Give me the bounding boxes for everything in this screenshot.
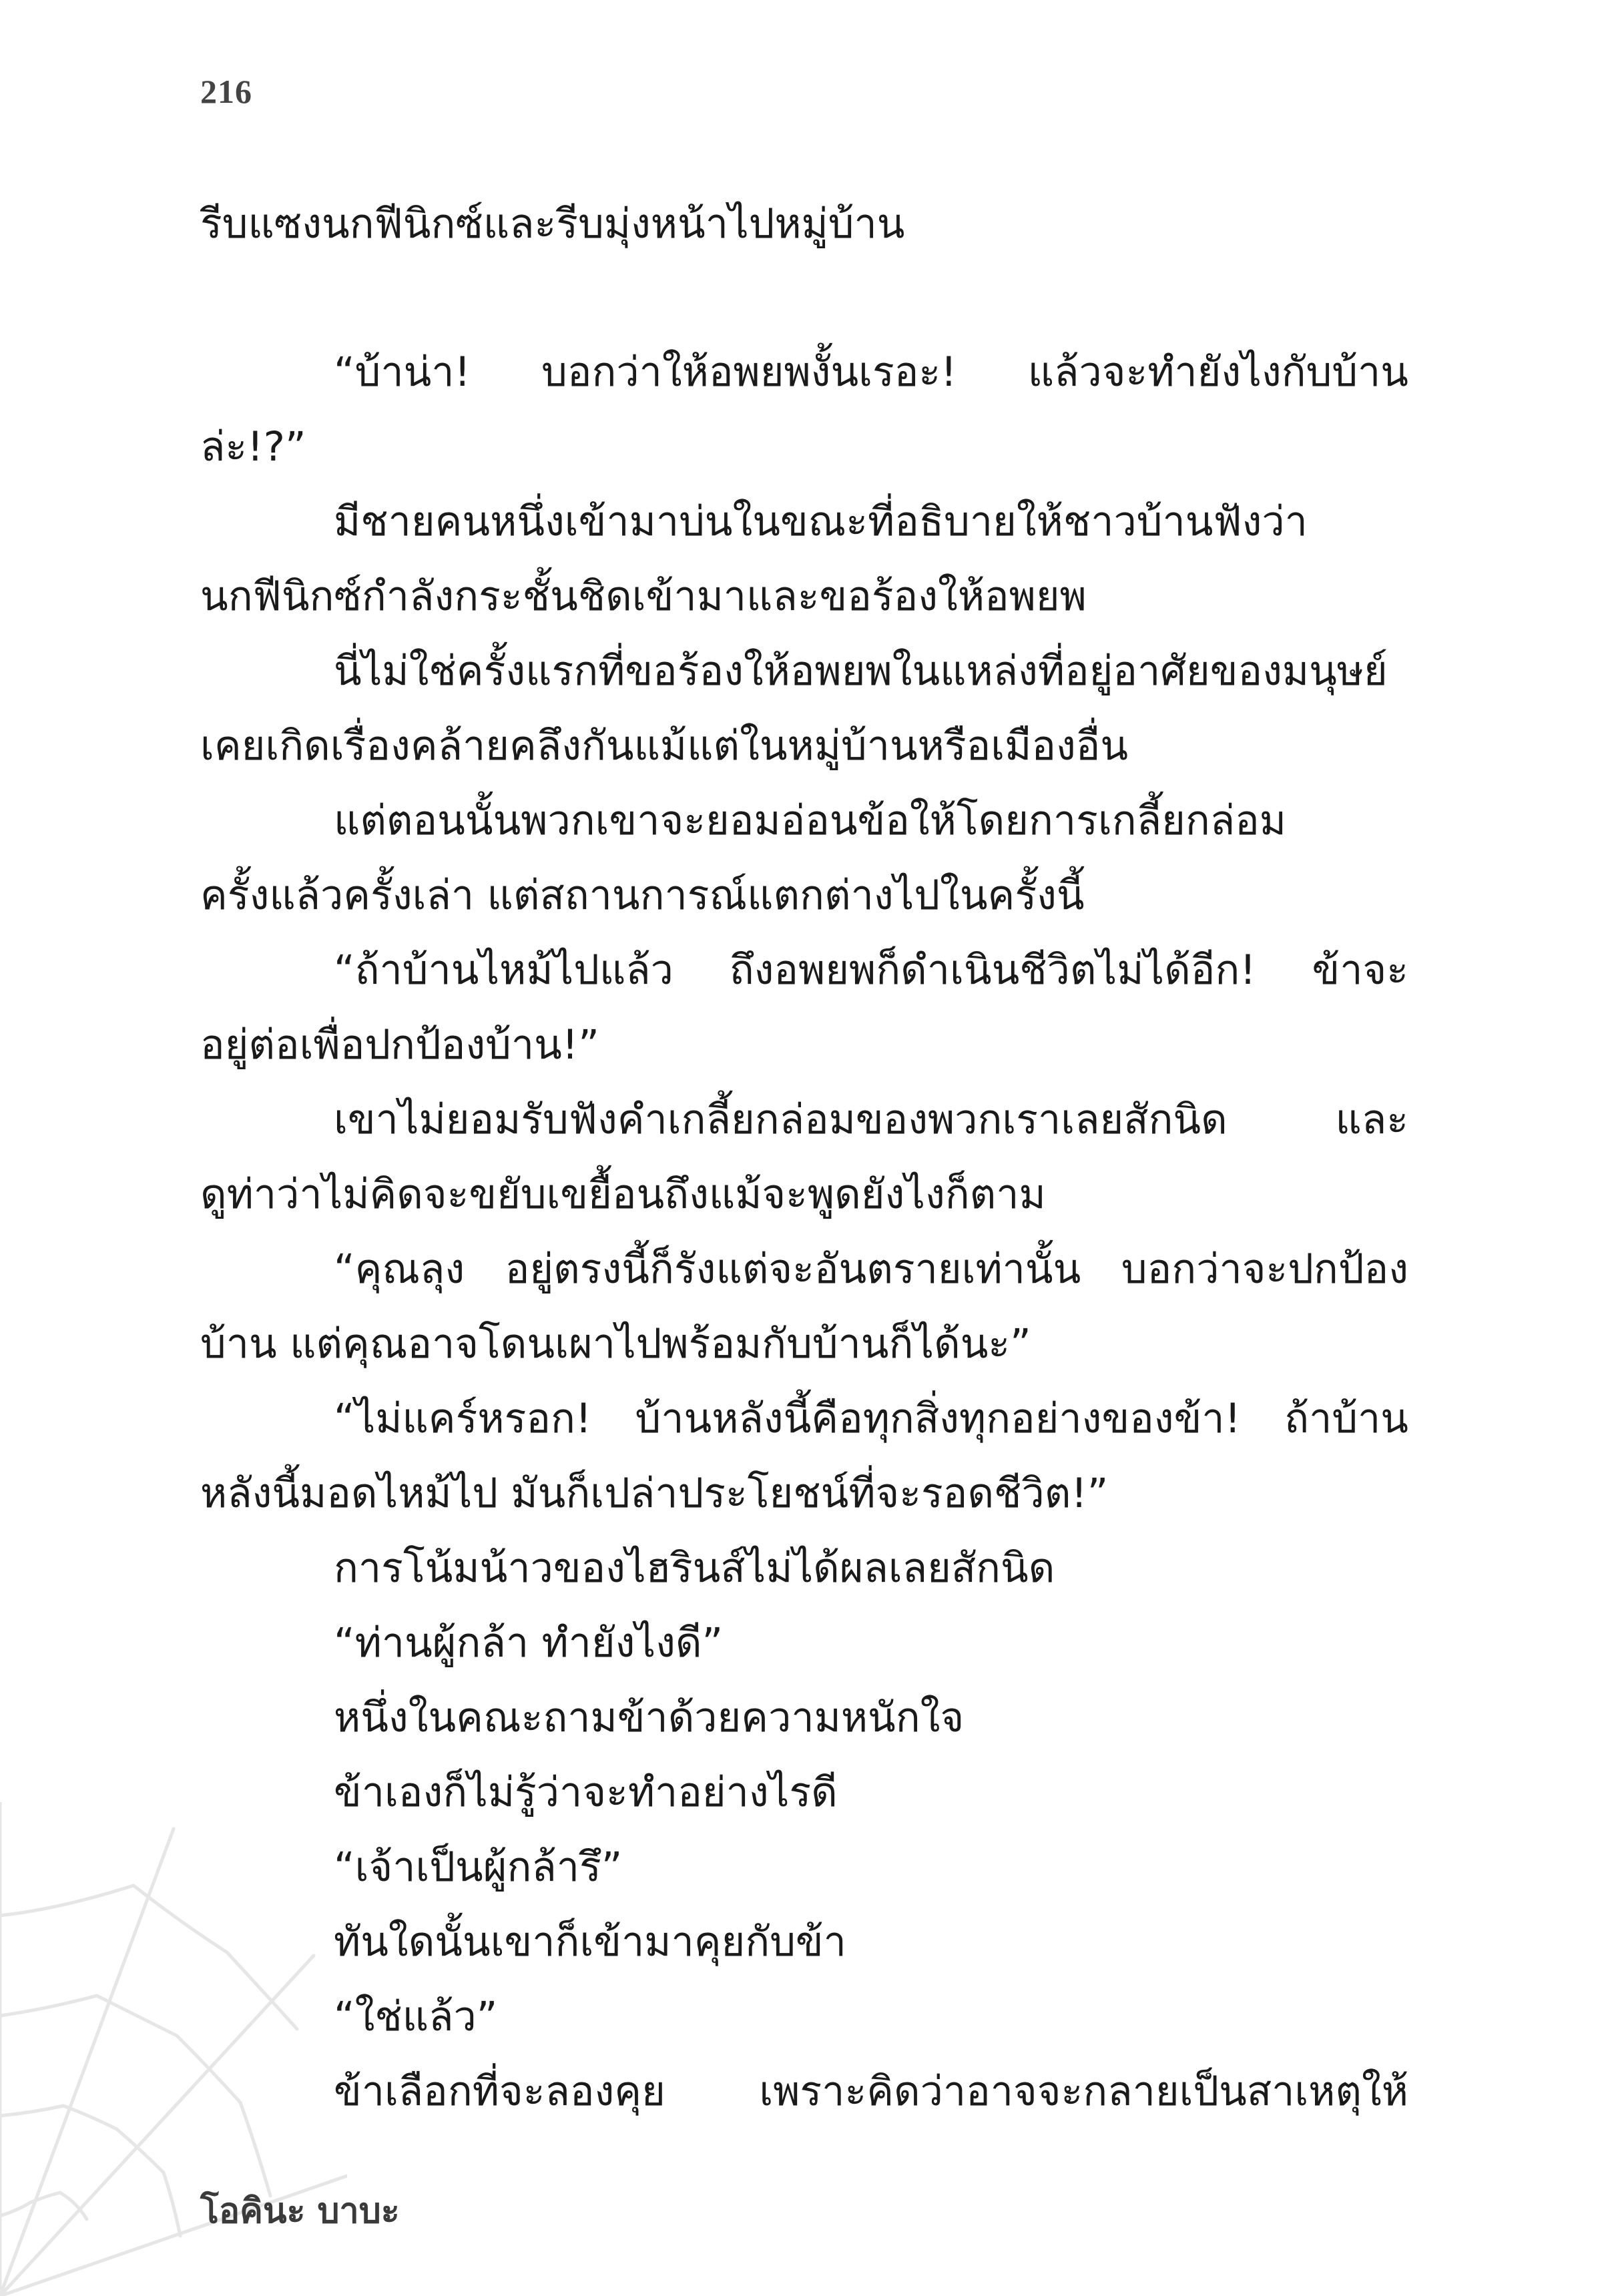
text-line: “ท่านผู้กล้า ทำยังไงดี” — [334, 1619, 724, 1667]
text-line: “ไม่แคร์หรอก! บ้านหลังนี้คือทุกสิ่งทุกอย่างของข้า! ถ้าบ้าน — [334, 1395, 1408, 1442]
text-line: นี่ไม่ใช่ครั้งแรกที่ขอร้องให้อพยพในแหล่งที่อยู่อาศัยของมนุษย์ — [334, 647, 1388, 695]
text-line: บ้าน แต่คุณอาจโดนเผาไปพร้อมกับบ้านก็ได้นะ” — [200, 1320, 1031, 1368]
text-line: “ถ้าบ้านไหม้ไปแล้ว ถึงอพยพก็ดำเนินชีวิตไม่ได้อีก! ข้าจะ — [334, 946, 1408, 994]
text-line: มีชายคนหนึ่งเข้ามาบ่นในขณะที่อธิบายให้ชาวบ้านฟังว่า — [334, 498, 1308, 545]
text-line: รีบแซงนกฟีนิกซ์และรีบมุ่งหน้าไปหมู่บ้าน — [200, 200, 905, 248]
text-line: “บ้าน่า! บอกว่าให้อพยพงั้นเรอะ! แล้วจะทำยังไงกับบ้าน — [334, 348, 1408, 396]
text-line: หนึ่งในคณะถามข้าด้วยความหนักใจ — [334, 1694, 965, 1741]
text-line: “เจ้าเป็นผู้กล้ารึ” — [334, 1843, 623, 1891]
text-line: ล่ะ!?” — [200, 423, 306, 471]
text-line: แต่ตอนนั้นพวกเขาจะยอมอ่อนข้อให้โดยการเกลี้ยกล่อม — [334, 797, 1287, 844]
text-line: หลังนี้มอดไหม้ไป มันก็เปล่าประโยชน์ที่จะรอดชีวิต!” — [200, 1470, 1109, 1517]
page-number: 216 — [200, 73, 252, 110]
text-line: ข้าเองก็ไม่รู้ว่าจะทำอย่างไรดี — [334, 1769, 838, 1816]
author-name: โอคินะ บาบะ — [200, 2191, 400, 2231]
text-line: อยู่ต่อเพื่อปกป้องบ้าน!” — [200, 1021, 599, 1069]
text-line: “ใช่แล้ว” — [334, 1993, 498, 2040]
text-line: การโน้มน้าวของไฮรินส์ไม่ได้ผลเลยสักนิด — [334, 1544, 1055, 1592]
text-line: “คุณลุง อยู่ตรงนี้ก็รังแต่จะอันตรายเท่านั้น บอกว่าจะปกป้อง — [334, 1245, 1408, 1293]
text-line: ดูท่าว่าไม่คิดจะขยับเขยื้อนถึงแม้จะพูดยังไงก็ตาม — [200, 1171, 1046, 1218]
text-line: เคยเกิดเรื่องคล้ายคลึงกันแม้แต่ในหมู่บ้านหรือเมืองอื่น — [200, 722, 1129, 770]
paragraph-break — [200, 262, 1408, 335]
chapter-body-text — [200, 187, 1408, 2129]
text-line: ครั้งแล้วครั้งเล่า แต่สถานการณ์แตกต่างไปในครั้งนี้ — [200, 872, 1085, 919]
text-line: เขาไม่ยอมรับฟังคำเกลี้ยกล่อมของพวกเราเลยสักนิด และ — [334, 1096, 1408, 1143]
text-line: ทันใดนั้นเขาก็เข้ามาคุยกับข้า — [334, 1918, 846, 1966]
text-line: นกฟีนิกซ์กำลังกระชั้นชิดเข้ามาและขอร้องให้อพยพ — [200, 573, 1087, 620]
text-line: ข้าเลือกที่จะลองคุย เพราะคิดว่าอาจจะกลายเป็นสาเหตุให้ — [334, 2068, 1408, 2115]
